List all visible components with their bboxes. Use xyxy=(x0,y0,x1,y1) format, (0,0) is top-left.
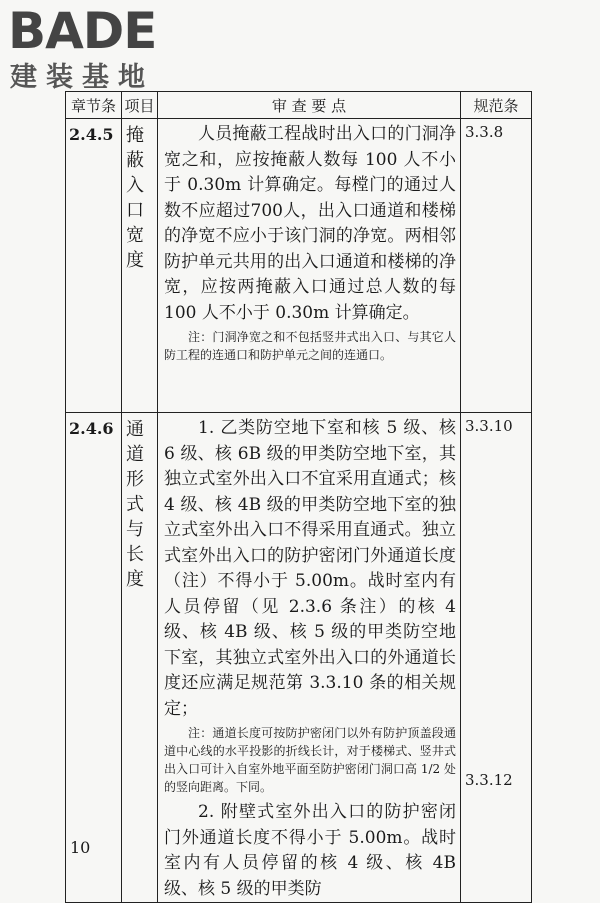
table-row xyxy=(66,119,532,413)
review-content xyxy=(158,413,461,903)
code-clause-cell xyxy=(461,413,532,903)
logo-subtitle: 建装基地 xyxy=(10,62,154,93)
header-item: 项目 xyxy=(122,92,158,119)
content-note: 注：门洞净宽之和不包括竖井式出入口、与其它人防工程的连通口和防护单元之间的连通口。 xyxy=(164,330,456,362)
header-section: 章节条 xyxy=(66,92,122,119)
header-code-clause: 规范条 xyxy=(461,92,532,119)
code-clause: 3.3.10 xyxy=(465,417,513,435)
table-row xyxy=(66,413,532,903)
code-clause: 3.3.8 xyxy=(461,119,532,413)
content-note: 注：通道长度可按防护密闭门以外有防护顶盖段通道中心线的水平投影的折线长计，对于楼梯式、竖井式出入口可计入自室外地平面至防护密闭门洞口高 1/2 处的竖向距离。下同。 xyxy=(164,726,456,794)
item-name: 掩蔽入口宽度 xyxy=(122,119,158,413)
item-name: 通道形式与长度 xyxy=(122,413,158,903)
section-number: 2.4.6 xyxy=(66,413,122,903)
content-paragraph: 2. 附壁式室外出入口的防护密闭门外通道长度不得小于 5.00m。战时室内有人员停留的核 4 级、核 4B 级、核 5 级的甲类防 xyxy=(164,802,456,899)
content-paragraph: 1. 乙类防空地下室和核 5 级、核 6 级、核 6B 级的甲类防空地下室，其独立式室外出入口不宜采用直通式；核 4 级、核 4B 级的甲类防空地下室的独立式室外出入口不得采用直通式。独立式室外出入口的防护密闭门外通道长度（注）不得小于 5.00m。战时室内有人员停留（见 2.3.6 条注）的核 4 级、核 4B 级、核 5 级的甲类防空地下室，其独立式室外出入口的外通道长度还应满足规范第 3.3.10 条的相关规定； xyxy=(164,418,456,719)
logo-wordmark: BADE xyxy=(8,2,157,60)
bade-logo xyxy=(8,4,208,96)
code-clause: 3.3.12 xyxy=(465,771,513,789)
review-table xyxy=(65,91,532,903)
review-content xyxy=(158,119,461,413)
page-number: 10 xyxy=(70,838,91,857)
section-number: 2.4.5 xyxy=(66,119,122,413)
header-review-points: 审 查 要 点 xyxy=(158,92,461,119)
content-paragraph: 人员掩蔽工程战时出入口的门洞净宽之和，应按掩蔽人数每 100 人不小于 0.30m 计算确定。每樘门的通过人数不应超过700人，出入口通道和楼梯的净宽不应小于该门洞的净宽。两相邻防护单元共用的出入口通道和楼梯的净宽，应按两掩蔽入口通过总人数的每 100 人不小于 0.30m 计算确定。 xyxy=(164,124,456,323)
table-header-row xyxy=(66,92,532,119)
